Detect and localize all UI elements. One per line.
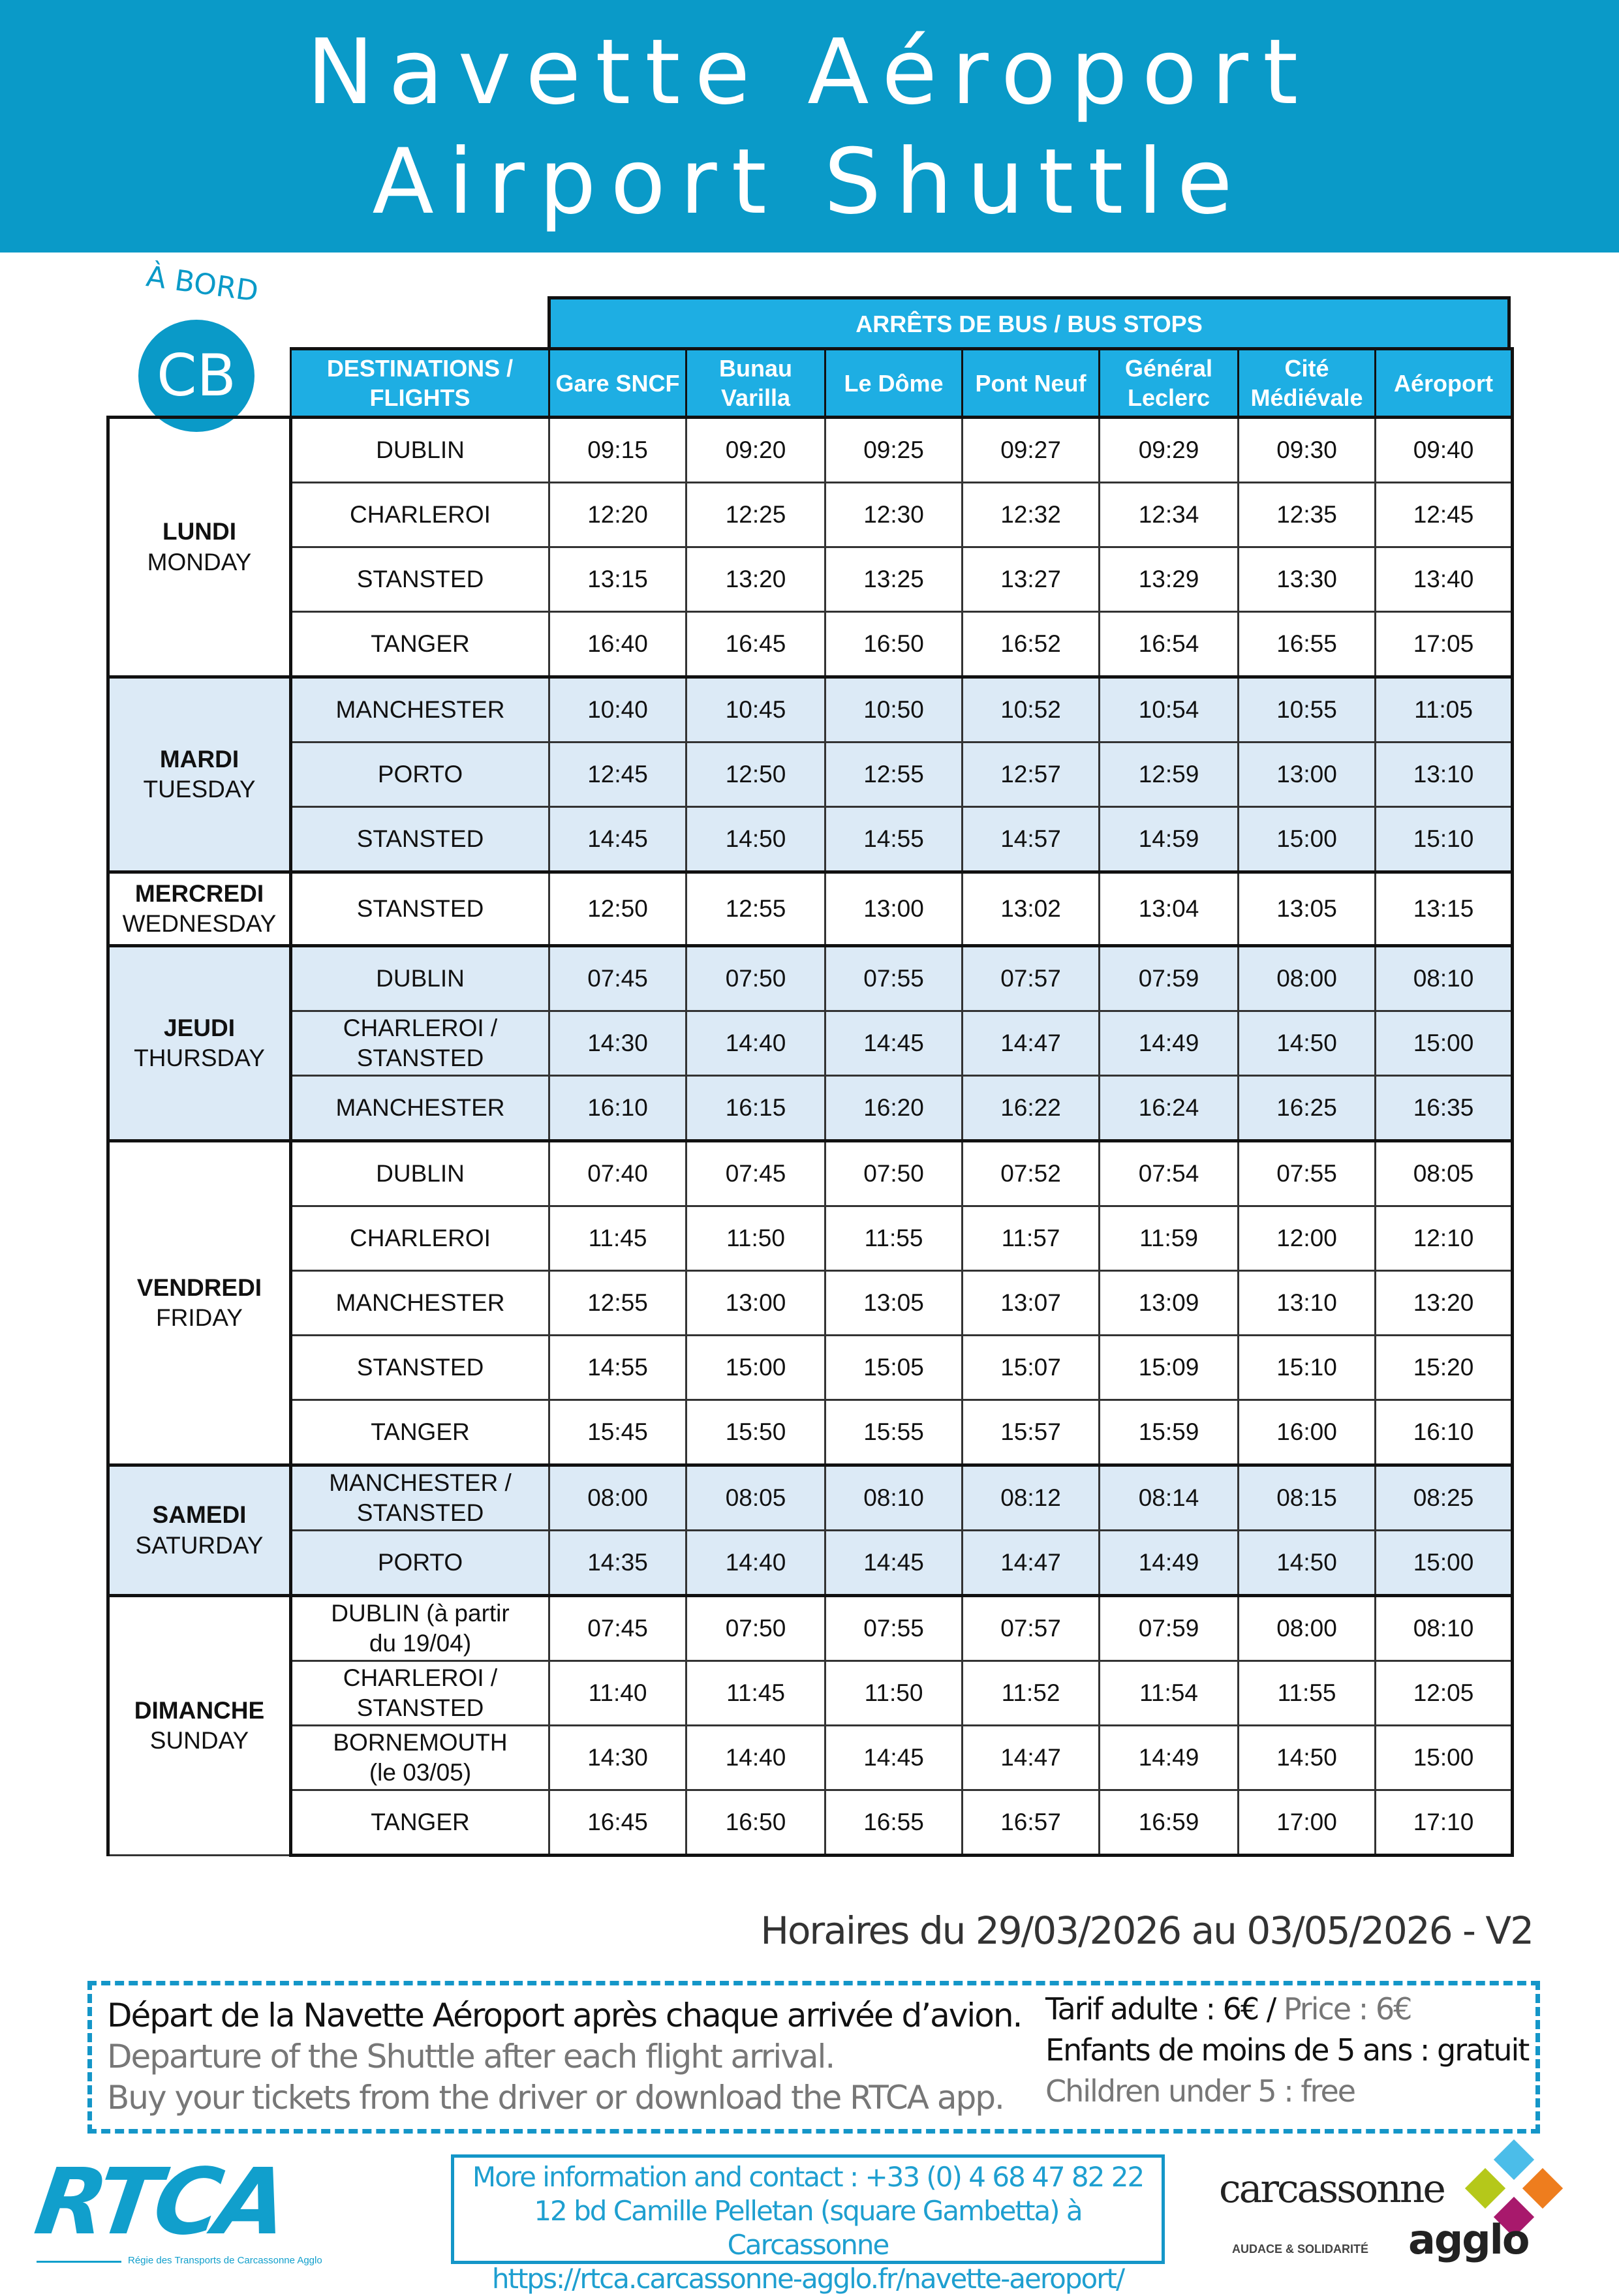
empty-corner [108, 349, 291, 418]
time-cell: 16:50 [686, 1790, 825, 1856]
destination-cell: DUBLIN (à partir du 19/04) [291, 1596, 549, 1661]
time-cell: 08:14 [1100, 1465, 1239, 1531]
destinations-header: DESTINATIONS / FLIGHTS [291, 349, 549, 418]
destination-cell: CHARLEROI [291, 1206, 549, 1271]
time-cell: 15:55 [825, 1400, 963, 1465]
table-row [108, 677, 1513, 742]
time-cell: 14:49 [1100, 1726, 1239, 1790]
rtca-wordmark: RTCA [29, 2149, 290, 2256]
title-banner [0, 0, 1619, 253]
time-cell: 13:20 [686, 547, 825, 612]
day-cell [108, 677, 291, 872]
destination-cell: DUBLIN [291, 1141, 549, 1206]
time-cell: 13:00 [686, 1271, 825, 1336]
time-cell: 17:00 [1239, 1790, 1376, 1856]
table-row [108, 547, 1513, 612]
time-cell: 16:54 [1100, 612, 1239, 677]
time-cell: 14:49 [1100, 1011, 1239, 1076]
time-cell: 15:00 [1376, 1011, 1513, 1076]
day-cell [108, 946, 291, 1141]
contact-address: 12 bd Camille Pelletan (square Gambetta) à Carcassonne [534, 2195, 1082, 2261]
time-cell: 13:40 [1376, 547, 1513, 612]
time-cell: 16:20 [825, 1076, 963, 1141]
time-cell: 08:05 [686, 1465, 825, 1531]
table-row [108, 1726, 1513, 1790]
time-cell: 08:12 [963, 1465, 1100, 1531]
time-cell: 10:52 [963, 677, 1100, 742]
time-cell: 17:05 [1376, 612, 1513, 677]
time-cell: 16:10 [549, 1076, 686, 1141]
time-cell: 13:05 [1239, 872, 1376, 946]
day-fr: MERCREDI [134, 880, 264, 907]
time-cell: 15:09 [1100, 1336, 1239, 1400]
destination-cell: MANCHESTER [291, 1076, 549, 1141]
children-fr: Enfants de moins de 5 ans : gratuit [1045, 2032, 1529, 2068]
time-cell: 15:05 [825, 1336, 963, 1400]
time-cell: 15:00 [1239, 807, 1376, 872]
time-cell: 11:45 [549, 1206, 686, 1271]
time-cell: 16:00 [1239, 1400, 1376, 1465]
agglo-word-carcassonne: carcassonne [1219, 2166, 1444, 2212]
destination-cell: BORNEMOUTH (le 03/05) [291, 1726, 549, 1790]
time-cell: 15:00 [686, 1336, 825, 1400]
table-row [108, 1790, 1513, 1856]
time-cell: 12:55 [549, 1271, 686, 1336]
time-cell: 16:22 [963, 1076, 1100, 1141]
timetable-body [108, 418, 1513, 1856]
header-row [108, 349, 1513, 418]
time-cell: 16:55 [825, 1790, 963, 1856]
time-cell: 12:55 [686, 872, 825, 946]
time-cell: 11:05 [1376, 677, 1513, 742]
time-cell: 12:30 [825, 483, 963, 547]
time-cell: 13:02 [963, 872, 1100, 946]
rtca-underline [37, 2261, 121, 2263]
time-cell: 11:40 [549, 1661, 686, 1726]
orange-diamond-icon [1522, 2168, 1563, 2209]
notice-tickets: Buy your tickets from the driver or download the RTCA app. [107, 2079, 1004, 2117]
day-fr: MARDI [159, 745, 239, 773]
time-cell: 12:20 [549, 483, 686, 547]
time-cell: 15:00 [1376, 1726, 1513, 1790]
time-cell: 14:59 [1100, 807, 1239, 872]
timetable [106, 347, 1514, 1857]
time-cell: 15:07 [963, 1336, 1100, 1400]
time-cell: 12:59 [1100, 742, 1239, 807]
table-row [108, 1141, 1513, 1206]
time-cell: 12:45 [1376, 483, 1513, 547]
time-cell: 12:05 [1376, 1661, 1513, 1726]
time-cell: 08:10 [1376, 946, 1513, 1011]
time-cell: 16:24 [1100, 1076, 1239, 1141]
time-cell: 16:59 [1100, 1790, 1239, 1856]
day-en: THURSDAY [134, 1045, 265, 1071]
time-cell: 07:55 [825, 1596, 963, 1661]
day-cell [108, 1465, 291, 1596]
time-cell: 07:59 [1100, 946, 1239, 1011]
time-cell: 16:40 [549, 612, 686, 677]
time-cell: 07:45 [686, 1141, 825, 1206]
stop-header-6: Aéroport [1376, 349, 1513, 418]
time-cell: 11:50 [825, 1661, 963, 1726]
day-fr: JEUDI [164, 1014, 235, 1041]
table-row [108, 418, 1513, 483]
stop-header-3: Pont Neuf [963, 349, 1100, 418]
time-cell: 13:07 [963, 1271, 1100, 1336]
time-cell: 12:50 [549, 872, 686, 946]
time-cell: 14:40 [686, 1726, 825, 1790]
rtca-subtitle: Régie des Transports de Carcassonne Agglo [128, 2255, 322, 2266]
table-row [108, 612, 1513, 677]
validity-period: Horaires du 29/03/2026 au 03/05/2026 - V2 [760, 1908, 1533, 1953]
tarif-sep: / [1266, 1991, 1276, 2027]
time-cell: 15:57 [963, 1400, 1100, 1465]
table-row [108, 742, 1513, 807]
time-cell: 12:55 [825, 742, 963, 807]
time-cell: 12:50 [686, 742, 825, 807]
time-cell: 13:10 [1239, 1271, 1376, 1336]
day-en: SUNDAY [149, 1727, 249, 1754]
time-cell: 07:55 [825, 946, 963, 1011]
time-cell: 12:00 [1239, 1206, 1376, 1271]
time-cell: 08:10 [825, 1465, 963, 1531]
contact-phone: More information and contact : +33 (0) 4 68 47 82 22 [472, 2161, 1144, 2193]
table-row [108, 1271, 1513, 1336]
stop-header-0: Gare SNCF [549, 349, 686, 418]
time-cell: 08:25 [1376, 1465, 1513, 1531]
time-cell: 14:30 [549, 1726, 686, 1790]
time-cell: 14:50 [686, 807, 825, 872]
destination-cell: STANSTED [291, 872, 549, 946]
time-cell: 07:52 [963, 1141, 1100, 1206]
time-cell: 14:35 [549, 1531, 686, 1596]
time-cell: 12:10 [1376, 1206, 1513, 1271]
time-cell: 15:00 [1376, 1531, 1513, 1596]
time-cell: 13:29 [1100, 547, 1239, 612]
time-cell: 14:45 [825, 1726, 963, 1790]
time-cell: 14:50 [1239, 1011, 1376, 1076]
title-fr: Navette Aéroport [306, 20, 1313, 125]
day-fr: LUNDI [162, 518, 237, 545]
time-cell: 11:52 [963, 1661, 1100, 1726]
time-cell: 14:55 [549, 1336, 686, 1400]
time-cell: 14:40 [686, 1531, 825, 1596]
time-cell: 16:45 [686, 612, 825, 677]
table-row [108, 1011, 1513, 1076]
time-cell: 07:55 [1239, 1141, 1376, 1206]
time-cell: 08:00 [549, 1465, 686, 1531]
time-cell: 11:57 [963, 1206, 1100, 1271]
destination-cell: STANSTED [291, 1336, 549, 1400]
time-cell: 10:54 [1100, 677, 1239, 742]
time-cell: 13:20 [1376, 1271, 1513, 1336]
time-cell: 16:25 [1239, 1076, 1376, 1141]
destination-cell: TANGER [291, 1400, 549, 1465]
destination-cell: PORTO [291, 1531, 549, 1596]
destination-cell: TANGER [291, 612, 549, 677]
table-row [108, 872, 1513, 946]
day-cell [108, 872, 291, 946]
tarif-en: Price : 6€ [1283, 1991, 1411, 2027]
stop-header-5: Cité Médiévale [1239, 349, 1376, 418]
time-cell: 12:57 [963, 742, 1100, 807]
stop-header-4: Général Leclerc [1100, 349, 1239, 418]
time-cell: 16:35 [1376, 1076, 1513, 1141]
time-cell: 14:50 [1239, 1531, 1376, 1596]
time-cell: 15:59 [1100, 1400, 1239, 1465]
time-cell: 07:50 [686, 946, 825, 1011]
day-fr: DIMANCHE [134, 1696, 265, 1724]
time-cell: 16:15 [686, 1076, 825, 1141]
blue-diamond-icon [1494, 2139, 1534, 2180]
time-cell: 13:04 [1100, 872, 1239, 946]
time-cell: 14:40 [686, 1011, 825, 1076]
time-cell: 09:40 [1376, 418, 1513, 483]
day-cell [108, 1141, 291, 1465]
destination-cell: DUBLIN [291, 946, 549, 1011]
time-cell: 13:15 [549, 547, 686, 612]
table-row [108, 1465, 1513, 1531]
time-cell: 13:15 [1376, 872, 1513, 946]
table-row [108, 483, 1513, 547]
badge-arc-text: À BORD [144, 260, 261, 309]
time-cell: 12:45 [549, 742, 686, 807]
time-cell: 12:25 [686, 483, 825, 547]
time-cell: 12:32 [963, 483, 1100, 547]
time-cell: 07:59 [1100, 1596, 1239, 1661]
time-cell: 14:47 [963, 1726, 1100, 1790]
time-cell: 15:10 [1376, 807, 1513, 872]
table-row [108, 1076, 1513, 1141]
tarif-fr: Tarif adulte : 6€ [1045, 1991, 1259, 2027]
time-cell: 11:54 [1100, 1661, 1239, 1726]
table-row [108, 1661, 1513, 1726]
time-cell: 14:45 [825, 1531, 963, 1596]
destination-cell: PORTO [291, 742, 549, 807]
agglo-tagline: AUDACE & SOLIDARITÉ [1232, 2242, 1369, 2256]
contact-url[interactable]: https://rtca.carcassonne-agglo.fr/navette-aeroport/ [491, 2263, 1124, 2295]
contact-box [451, 2154, 1165, 2295]
carcassonne-agglo-logo [1219, 2140, 1571, 2271]
agglo-word-agglo: agglo [1408, 2216, 1529, 2263]
time-cell: 09:20 [686, 418, 825, 483]
time-cell: 07:57 [963, 946, 1100, 1011]
time-cell: 11:55 [825, 1206, 963, 1271]
time-cell: 14:45 [825, 1011, 963, 1076]
destination-cell: STANSTED [291, 547, 549, 612]
day-en: TUESDAY [143, 776, 256, 803]
time-cell: 10:45 [686, 677, 825, 742]
table-row [108, 1400, 1513, 1465]
day-cell [108, 418, 291, 677]
time-cell: 14:50 [1239, 1726, 1376, 1790]
time-cell: 11:59 [1100, 1206, 1239, 1271]
time-cell: 08:10 [1376, 1596, 1513, 1661]
time-cell: 09:25 [825, 418, 963, 483]
time-cell: 13:25 [825, 547, 963, 612]
green-diamond-icon [1465, 2168, 1505, 2209]
time-cell: 15:20 [1376, 1336, 1513, 1400]
bus-stops-header: ARRÊTS DE BUS / BUS STOPS [547, 296, 1511, 347]
time-cell: 14:47 [963, 1531, 1100, 1596]
destination-cell: CHARLEROI / STANSTED [291, 1661, 549, 1726]
destination-cell: CHARLEROI [291, 483, 549, 547]
time-cell: 15:45 [549, 1400, 686, 1465]
time-cell: 16:52 [963, 612, 1100, 677]
table-row [108, 1596, 1513, 1661]
time-cell: 13:00 [825, 872, 963, 946]
time-cell: 09:30 [1239, 418, 1376, 483]
day-en: WEDNESDAY [122, 910, 277, 937]
time-cell: 14:45 [549, 807, 686, 872]
table-row [108, 1206, 1513, 1271]
destination-cell: MANCHESTER [291, 1271, 549, 1336]
time-cell: 10:40 [549, 677, 686, 742]
table-row [108, 1336, 1513, 1400]
time-cell: 16:55 [1239, 612, 1376, 677]
time-cell: 08:15 [1239, 1465, 1376, 1531]
time-cell: 13:00 [1239, 742, 1376, 807]
rtca-logo [29, 2149, 350, 2271]
table-row [108, 807, 1513, 872]
time-cell: 16:10 [1376, 1400, 1513, 1465]
time-cell: 07:50 [825, 1141, 963, 1206]
time-cell: 16:50 [825, 612, 963, 677]
time-cell: 15:10 [1239, 1336, 1376, 1400]
time-cell: 09:27 [963, 418, 1100, 483]
time-cell: 13:10 [1376, 742, 1513, 807]
day-en: SATURDAY [135, 1531, 264, 1559]
notice-en: Departure of the Shuttle after each flight arrival. [107, 2038, 835, 2075]
time-cell: 07:40 [549, 1141, 686, 1206]
time-cell: 13:27 [963, 547, 1100, 612]
destination-cell: DUBLIN [291, 418, 549, 483]
time-cell: 09:15 [549, 418, 686, 483]
title-en: Airport Shuttle [372, 129, 1247, 234]
credit-card-icon: CB [138, 320, 254, 432]
time-cell: 16:45 [549, 1790, 686, 1856]
time-cell: 09:29 [1100, 418, 1239, 483]
time-cell: 16:57 [963, 1790, 1100, 1856]
time-cell: 14:30 [549, 1011, 686, 1076]
destination-cell: MANCHESTER [291, 677, 549, 742]
day-fr: VENDREDI [136, 1274, 262, 1301]
time-cell: 10:55 [1239, 677, 1376, 742]
time-cell: 15:50 [686, 1400, 825, 1465]
table-row [108, 1531, 1513, 1596]
time-cell: 13:05 [825, 1271, 963, 1336]
time-cell: 14:55 [825, 807, 963, 872]
stop-header-2: Le Dôme [825, 349, 963, 418]
time-cell: 11:55 [1239, 1661, 1376, 1726]
destination-cell: MANCHESTER / STANSTED [291, 1465, 549, 1531]
time-cell: 13:09 [1100, 1271, 1239, 1336]
time-cell: 12:35 [1239, 483, 1376, 547]
day-en: FRIDAY [156, 1304, 243, 1331]
children-en: Children under 5 : free [1045, 2074, 1355, 2109]
time-cell: 11:45 [686, 1661, 825, 1726]
time-cell: 08:05 [1376, 1141, 1513, 1206]
destination-cell: STANSTED [291, 807, 549, 872]
time-cell: 07:50 [686, 1596, 825, 1661]
stop-header-1: Bunau Varilla [686, 349, 825, 418]
time-cell: 08:00 [1239, 946, 1376, 1011]
time-cell: 07:57 [963, 1596, 1100, 1661]
table-row [108, 946, 1513, 1011]
day-cell [108, 1596, 291, 1856]
destination-cell: TANGER [291, 1790, 549, 1856]
time-cell: 12:34 [1100, 483, 1239, 547]
day-en: MONDAY [147, 548, 252, 575]
time-cell: 08:00 [1239, 1596, 1376, 1661]
time-cell: 17:10 [1376, 1790, 1513, 1856]
time-cell: 07:45 [549, 946, 686, 1011]
time-cell: 14:57 [963, 807, 1100, 872]
time-cell: 14:49 [1100, 1531, 1239, 1596]
destination-cell: CHARLEROI / STANSTED [291, 1011, 549, 1076]
time-cell: 07:45 [549, 1596, 686, 1661]
time-cell: 10:50 [825, 677, 963, 742]
time-cell: 14:47 [963, 1011, 1100, 1076]
day-fr: SAMEDI [152, 1501, 247, 1529]
time-cell: 07:54 [1100, 1141, 1239, 1206]
tarif-line [1045, 1991, 1411, 2027]
notice-fr: Départ de la Navette Aéroport après chaque arrivée d’avion. [107, 1997, 1022, 2034]
time-cell: 11:50 [686, 1206, 825, 1271]
time-cell: 13:30 [1239, 547, 1376, 612]
